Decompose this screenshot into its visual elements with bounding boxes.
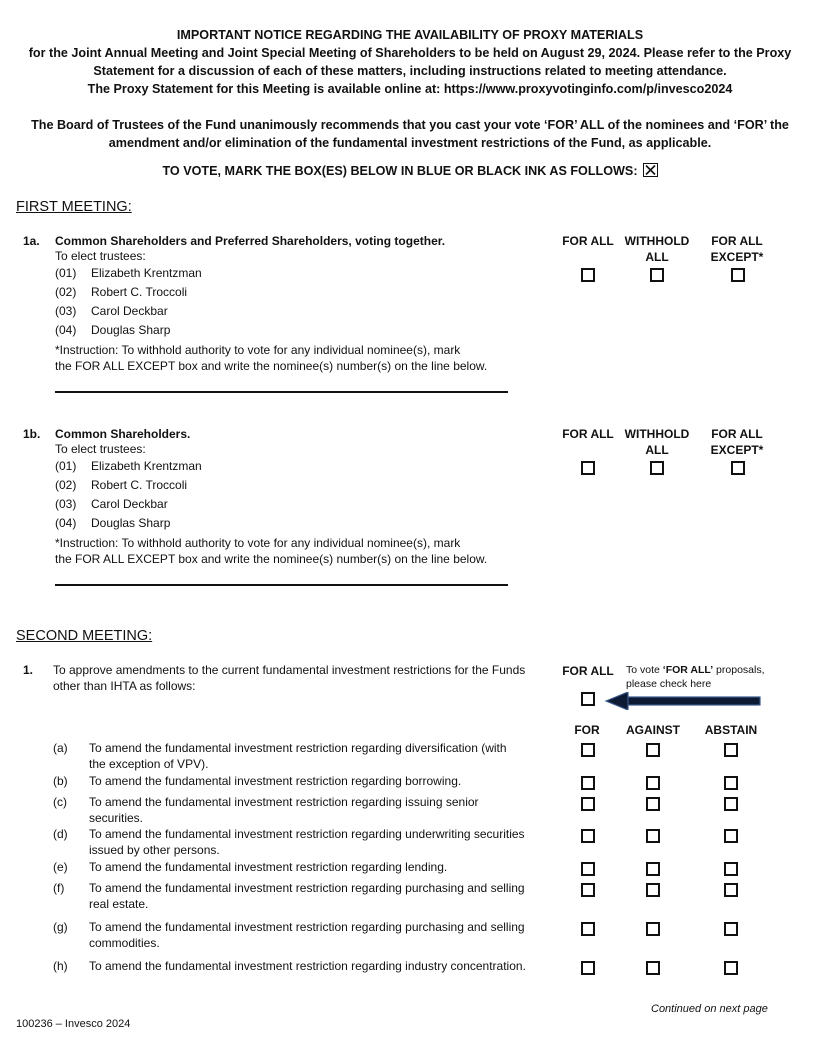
nominee-number: (03) — [55, 304, 77, 318]
for-all-note-line-2: please check here — [626, 678, 712, 690]
item-text-line-2: the exception of VPV). — [89, 757, 209, 771]
for-checkbox[interactable] — [581, 829, 595, 843]
col-header-withhold-all: WITHHOLD ALL — [624, 234, 690, 264]
instruction-line-1: *Instruction: To withhold authority to vote for any individual nominee(s), mark — [55, 536, 461, 550]
nominee-name: Elizabeth Krentzman — [91, 459, 202, 473]
abstain-checkbox[interactable] — [724, 743, 738, 757]
x-marked-box-icon — [643, 163, 658, 177]
note-bold: ‘FOR ALL’ — [662, 664, 714, 676]
nominee-name: Robert C. Troccoli — [91, 478, 188, 492]
col-header-abstain: ABSTAIN — [704, 723, 758, 737]
nominee-name: Robert C. Troccoli — [91, 285, 188, 299]
write-in-line[interactable] — [55, 391, 508, 393]
note-suffix: proposals, — [713, 664, 765, 676]
for-all-checkbox[interactable] — [581, 268, 595, 282]
for-all-except-checkbox[interactable] — [731, 268, 745, 282]
nominee-number: (04) — [55, 516, 77, 530]
notice-line-3: Statement for a discussion of each of these matters, including instructions related to meeting attendance. — [93, 64, 727, 78]
proposal-subtitle: To elect trustees: — [55, 249, 146, 263]
first-meeting-title: FIRST MEETING: — [16, 199, 132, 215]
nominee-name: Douglas Sharp — [91, 323, 171, 337]
proposal-subtitle: To elect trustees: — [55, 442, 146, 456]
for-checkbox[interactable] — [581, 776, 595, 790]
col-header-against: AGAINST — [626, 723, 680, 737]
nominee-name: Elizabeth Krentzman — [91, 266, 202, 280]
against-checkbox[interactable] — [646, 862, 660, 876]
item-letter: (c) — [53, 795, 67, 809]
item-text-line-1: To amend the fundamental investment restriction regarding purchasing and selling — [89, 920, 525, 934]
recommendation-line-1: The Board of Trustees of the Fund unanimously recommends that you cast your vote ‘FOR’ ALL of the nominees and ‘FOR’ the — [31, 118, 789, 132]
against-checkbox[interactable] — [646, 922, 660, 936]
col-header-for-all-except: FOR ALL EXCEPT* — [710, 234, 764, 264]
nominee-number: (02) — [55, 478, 77, 492]
item-text-line-1: To amend the fundamental investment restriction regarding lending. — [89, 860, 448, 874]
abstain-checkbox[interactable] — [724, 862, 738, 876]
item-letter: (e) — [53, 860, 68, 874]
notice-line-2: for the Joint Annual Meeting and Joint Special Meeting of Shareholders to be held on August 29, 2024. Please refer to the Proxy — [28, 46, 792, 60]
nominee-number: (02) — [55, 285, 77, 299]
vote-instruction — [0, 163, 820, 179]
col-header-for-all-except: FOR ALL EXCEPT* — [710, 427, 764, 457]
item-text-line-2: real estate. — [89, 897, 149, 911]
item-letter: (d) — [53, 827, 68, 841]
item-text-line-1: To amend the fundamental investment restriction regarding industry concentration. — [89, 959, 526, 973]
arrow-left-icon — [604, 692, 764, 710]
item-text-line-2: issued by other persons. — [89, 843, 220, 857]
abstain-checkbox[interactable] — [724, 883, 738, 897]
for-all-proposals-checkbox[interactable] — [581, 692, 595, 706]
write-in-line[interactable] — [55, 584, 508, 586]
proposal-text-line-1: To approve amendments to the current fundamental investment restrictions for the Funds — [53, 663, 526, 677]
against-checkbox[interactable] — [646, 797, 660, 811]
proposal-number: 1a. — [23, 234, 40, 248]
col-header-for: FOR — [574, 723, 600, 737]
document-code: 100236 – Invesco 2024 — [16, 1018, 131, 1030]
instruction-line-1: *Instruction: To withhold authority to vote for any individual nominee(s), mark — [55, 343, 461, 357]
nominee-number: (01) — [55, 459, 77, 473]
item-text-line-1: To amend the fundamental investment restriction regarding purchasing and selling — [89, 881, 525, 895]
against-checkbox[interactable] — [646, 829, 660, 843]
item-text-line-2: securities. — [89, 811, 144, 825]
item-text-line-1: To amend the fundamental investment restriction regarding borrowing. — [89, 774, 462, 788]
col-header-for-all: FOR ALL — [562, 664, 614, 678]
second-meeting-title: SECOND MEETING: — [16, 628, 153, 644]
abstain-checkbox[interactable] — [724, 829, 738, 843]
against-checkbox[interactable] — [646, 743, 660, 757]
vote-instruction-text: TO VOTE, MARK THE BOX(ES) BELOW IN BLUE OR BLACK INK AS FOLLOWS: — [162, 164, 638, 178]
item-text-line-1: To amend the fundamental investment restriction regarding underwriting securities — [89, 827, 525, 841]
nominee-name: Carol Deckbar — [91, 497, 168, 511]
against-checkbox[interactable] — [646, 776, 660, 790]
against-checkbox[interactable] — [646, 883, 660, 897]
for-checkbox[interactable] — [581, 743, 595, 757]
proposal-title: Common Shareholders. — [55, 427, 191, 441]
instruction-line-2: the FOR ALL EXCEPT box and write the nominee(s) number(s) on the line below. — [55, 359, 488, 373]
for-checkbox[interactable] — [581, 797, 595, 811]
item-letter: (a) — [53, 741, 68, 755]
for-checkbox[interactable] — [581, 922, 595, 936]
item-text-line-1: To amend the fundamental investment restriction regarding issuing senior — [89, 795, 479, 809]
proposal-number: 1b. — [23, 427, 41, 441]
note-prefix: To vote — [626, 664, 663, 676]
col-header-for-all: FOR ALL — [562, 427, 614, 441]
item-letter: (f) — [53, 881, 65, 895]
item-letter: (b) — [53, 774, 68, 788]
withhold-all-checkbox[interactable] — [650, 461, 664, 475]
item-letter: (g) — [53, 920, 68, 934]
nominee-name: Carol Deckbar — [91, 304, 168, 318]
item-text-line-1: To amend the fundamental investment restriction regarding diversification (with — [89, 741, 507, 755]
for-checkbox[interactable] — [581, 862, 595, 876]
for-checkbox[interactable] — [581, 961, 595, 975]
continued-note: Continued on next page — [651, 1003, 768, 1015]
for-checkbox[interactable] — [581, 883, 595, 897]
nominee-name: Douglas Sharp — [91, 516, 171, 530]
nominee-number: (01) — [55, 266, 77, 280]
instruction-line-2: the FOR ALL EXCEPT box and write the nominee(s) number(s) on the line below. — [55, 552, 488, 566]
abstain-checkbox[interactable] — [724, 961, 738, 975]
notice-line-4: The Proxy Statement for this Meeting is available online at: https://www.proxyvotinginfo.com/p/invesco2024 — [87, 82, 733, 96]
withhold-all-checkbox[interactable] — [650, 268, 664, 282]
for-all-checkbox[interactable] — [581, 461, 595, 475]
recommendation-line-2: amendment and/or elimination of the fundamental investment restrictions of the Fund, as applicable. — [108, 136, 712, 150]
abstain-checkbox[interactable] — [724, 797, 738, 811]
for-all-except-checkbox[interactable] — [731, 461, 745, 475]
against-checkbox[interactable] — [646, 961, 660, 975]
abstain-checkbox[interactable] — [724, 776, 738, 790]
item-text-line-2: commodities. — [89, 936, 160, 950]
notice-title: IMPORTANT NOTICE REGARDING THE AVAILABILITY OF PROXY MATERIALS — [176, 28, 644, 42]
proposal-text-line-2: other than IHTA as follows: — [53, 679, 196, 693]
abstain-checkbox[interactable] — [724, 922, 738, 936]
col-header-withhold-all: WITHHOLD ALL — [624, 427, 690, 457]
col-header-for-all: FOR ALL — [562, 234, 614, 248]
item-letter: (h) — [53, 959, 68, 973]
nominee-number: (03) — [55, 497, 77, 511]
proposal-number: 1. — [23, 663, 34, 677]
for-all-note-line-1 — [626, 663, 765, 677]
proposal-title: Common Shareholders and Preferred Shareholders, voting together. — [55, 234, 446, 248]
nominee-number: (04) — [55, 323, 77, 337]
